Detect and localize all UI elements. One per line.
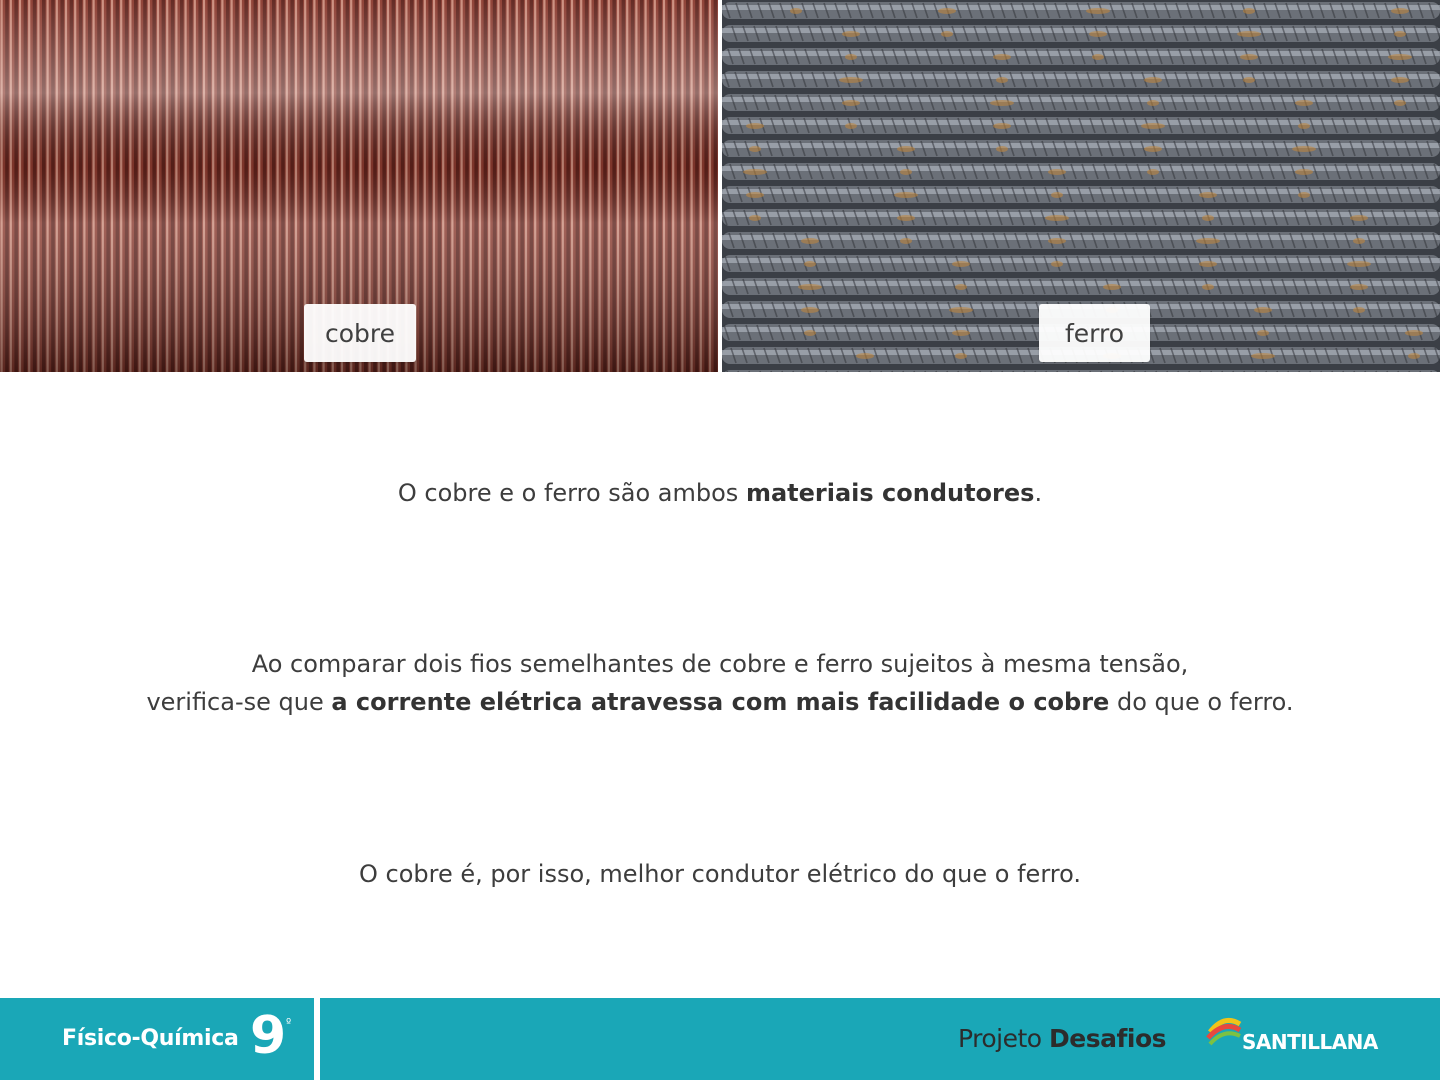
- grade-number: 9: [250, 1006, 287, 1066]
- p2-line2: [0, 683, 1440, 721]
- paragraph-conductors: [0, 474, 1440, 512]
- footer-subject-panel: [0, 998, 314, 1080]
- iron-label: ferro: [1039, 304, 1150, 362]
- p1-text-after: .: [1034, 479, 1043, 507]
- p1-text-before: O cobre e o ferro são ambos: [397, 479, 746, 507]
- grade-ordinal: º: [286, 1016, 292, 1029]
- paragraph-comparison: [0, 645, 1440, 721]
- santillana-logo-icon: [1206, 1012, 1242, 1046]
- subject-title: Físico-Química: [62, 1026, 239, 1051]
- copper-label: cobre: [304, 304, 416, 362]
- project-prefix: Projeto: [958, 1024, 1050, 1053]
- project-name: Desafios: [1049, 1024, 1167, 1053]
- publisher-name: SANTILLANA: [1242, 1030, 1378, 1054]
- p1-bold-text: materiais condutores: [745, 479, 1035, 507]
- project-logo: [958, 1024, 1166, 1053]
- p2-line2-bold: a corrente elétrica atravessa com mais facilidade o cobre: [331, 688, 1110, 716]
- p2-line1: Ao comparar dois fios semelhantes de cobre e ferro sujeitos à mesma tensão,: [251, 650, 1189, 678]
- paragraph-conclusion: O cobre é, por isso, melhor condutor elétrico do que o ferro.: [359, 860, 1081, 888]
- p2-line2-before: verifica-se que: [146, 688, 332, 716]
- footer-bar: [0, 998, 1440, 1080]
- p2-line2-after: do que o ferro.: [1109, 688, 1294, 716]
